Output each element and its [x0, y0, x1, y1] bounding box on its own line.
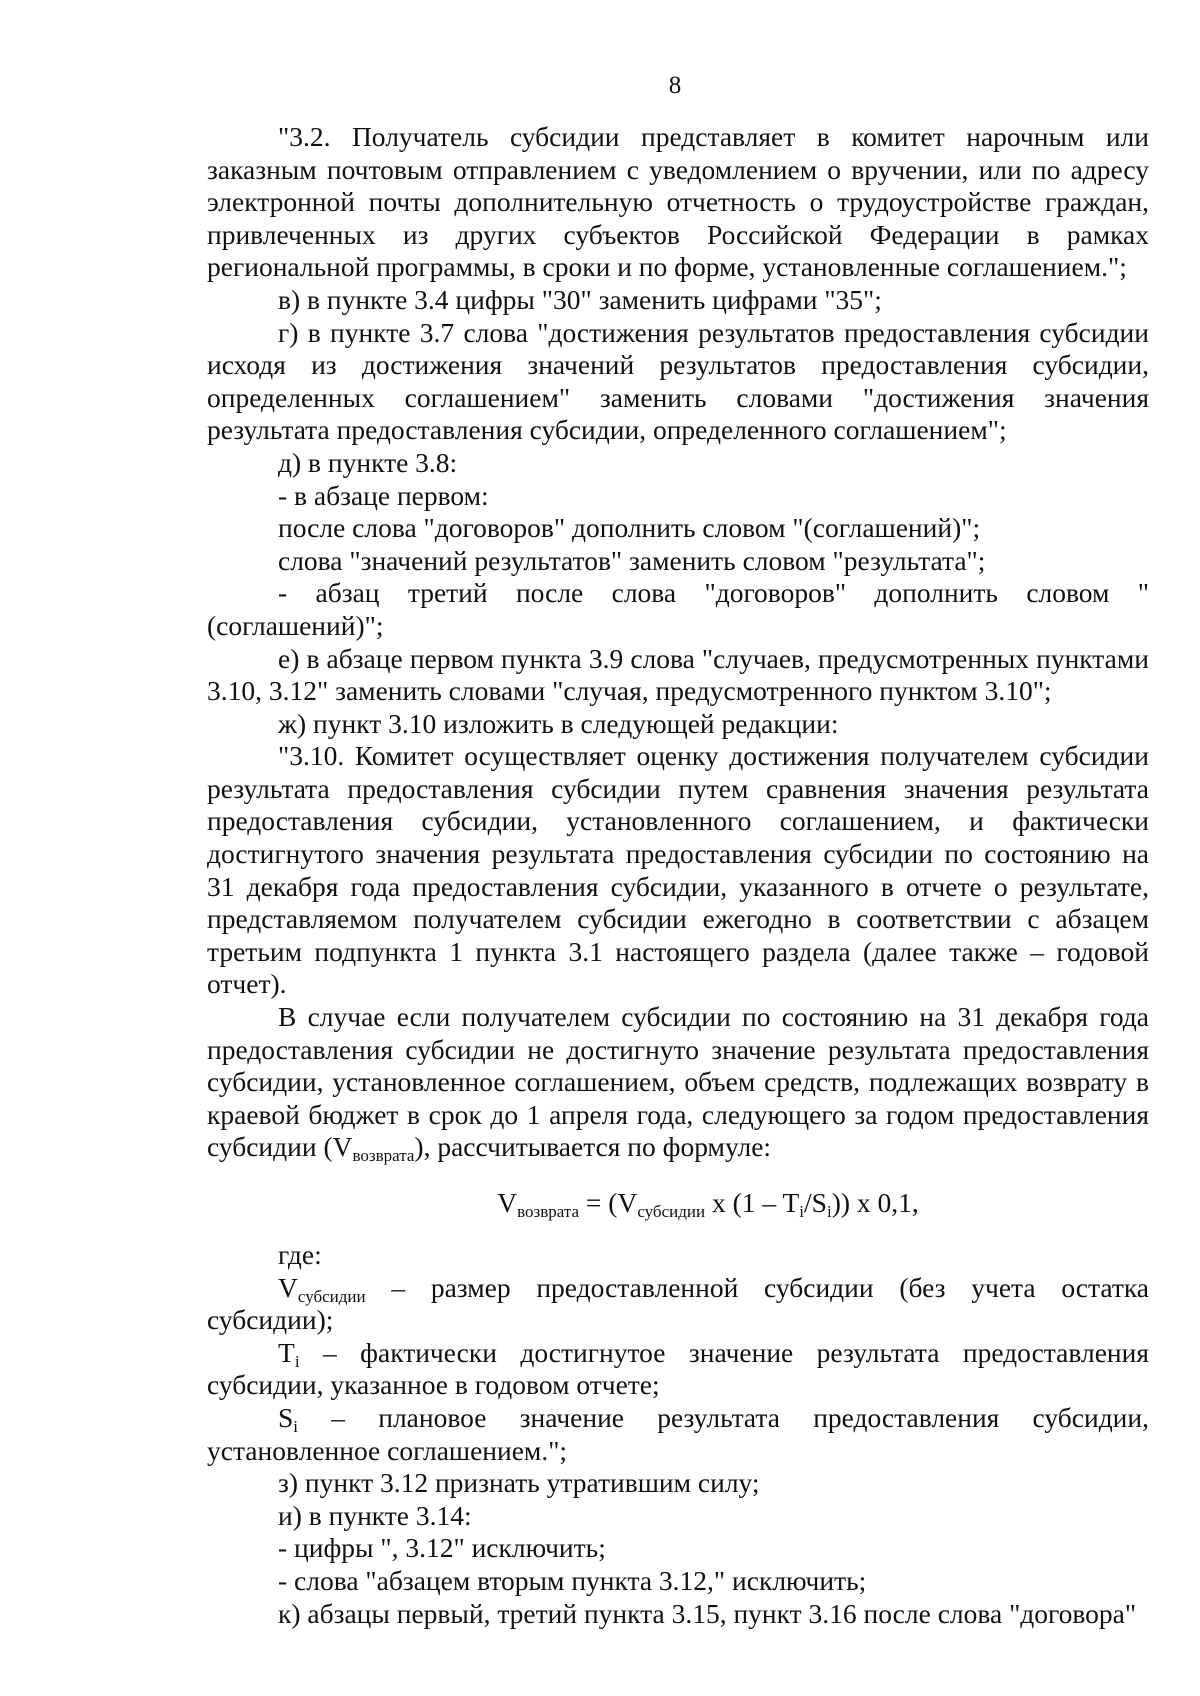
formula-part-1: = (V: [579, 1187, 638, 1218]
amendment-g: г) в пункте 3.7 слова "достижения результатов предоставления субсидии исходя из достижения значений результатов предоставления субсидии, определенных соглашением" заменить словами "достижения значения результата предоставления субсидии, определенного соглашением";: [207, 316, 1149, 446]
symbol-t-subscript: i: [294, 1351, 300, 1371]
symbol-v: V: [278, 1271, 298, 1303]
formula-sub-i-2: i: [826, 1202, 832, 1221]
amendment-d: д) в пункте 3.8:: [278, 446, 458, 478]
amendment-i-item-2: - слова "абзацем вторым пункта 3.12," исключить;: [278, 1564, 867, 1596]
symbol-t: T: [278, 1336, 295, 1368]
formula-slash-s: /S: [804, 1187, 827, 1218]
definition-v-text: – размер предоставленной субсидии (без учета остатка субсидии);: [207, 1271, 1149, 1336]
amendment-e: е) в абзаце первом пункта 3.9 слова "случаев, предусмотренных пунктами 3.10, 3.12" заменить словами "случая, предусмотренного пунктом 3.10";: [207, 642, 1149, 707]
formula-v: V: [497, 1187, 518, 1218]
amendment-k: к) абзацы первый, третий пункта 3.15, пункт 3.16 после слова "договора": [278, 1597, 1137, 1629]
amendment-i-item-1: - цифры ", 3.12" исключить;: [278, 1532, 606, 1564]
paragraph-3-10: "3.10. Комитет осуществляет оценку достижения получателем субсидии результата предоставления субсидии путем сравнения значения результата предоставления субсидии, установленного соглашением, и фактически достигнутого значения результата предоставления субсидии по состоянию на 31 декабря года предоставления субсидии, указанного в отчете о результате, представляемом получателем субсидии ежегодно в соответствии с абзацем третьим подпункта 1 пункта 3.1 настоящего раздела (далее также – годовой отчет).: [207, 740, 1149, 1000]
return-rule-text: В случае если получателем субсидии по состоянию на 31 декабря года предоставления субсидии не достигнуто значение результата предоставления субсидии, установленное соглашением, объем средств, подлежащих возврату в краевой бюджет в срок до 1 апреля года, следующего за годом предоставления субсидии (V: [207, 1001, 1149, 1163]
amendment-d-item-2: - абзац третий после слова "договоров" дополнить словом "(соглашений)";: [207, 577, 1149, 641]
definition-v-subsidii: [207, 1272, 1149, 1337]
paragraph-3-2: "3.2. Получатель субсидии представляет в комитет нарочным или заказным почтовым отправлением с уведомлением о вручении, или по адресу электронной почты дополнительную отчетность о трудоустройстве граждан, привлеченных из других субъектов Российской Федерации в рамках региональной программы, в сроки и по форме, установленные соглашением.";: [207, 121, 1149, 283]
amendment-d-item-1a: после слова "договоров" дополнить словом "(соглашений)";: [278, 512, 981, 544]
return-rule-tail: ), рассчитывается по формуле:: [414, 1131, 772, 1163]
paragraph-return-rule: [207, 1001, 1149, 1164]
return-formula: [207, 1187, 1149, 1219]
definition-t-i: [207, 1337, 1149, 1402]
document-body: [207, 121, 1149, 1630]
where-label: где:: [278, 1239, 322, 1270]
amendment-v: в) в пункте 3.4 цифры "30" заменить цифрами "35";: [278, 283, 882, 315]
return-rule-subscript: возврата: [352, 1146, 415, 1166]
formula-sub-i-1: i: [799, 1202, 805, 1221]
formula-part-3: )) x 0,1,: [831, 1187, 919, 1218]
formula-part-2: x (1 – T: [705, 1187, 800, 1218]
amendment-d-item-1b: слова "значений результатов" заменить словом "результата";: [278, 544, 986, 576]
page-number: 8: [668, 72, 682, 99]
definition-t-text: – фактически достигнутое значение результата предоставления субсидии, указанное в годовом отчете;: [207, 1336, 1149, 1401]
symbol-s: S: [278, 1401, 294, 1433]
definition-s-text: – плановое значение результата предоставления субсидии, установленное соглашением.";: [207, 1401, 1149, 1466]
amendment-d-item-1: - в абзаце первом:: [278, 479, 489, 511]
formula-sub-vozvrata: возврата: [517, 1202, 580, 1221]
amendment-zh: ж) пункт 3.10 изложить в следующей редакции:: [278, 707, 839, 739]
definition-s-i: [207, 1402, 1149, 1467]
symbol-v-subscript: субсидии: [297, 1286, 366, 1306]
symbol-s-subscript: i: [293, 1416, 299, 1436]
amendment-i: и) в пункте 3.14:: [278, 1499, 472, 1531]
amendment-z: з) пункт 3.12 признать утратившим силу;: [278, 1467, 760, 1499]
formula-sub-subsidii: субсидии: [637, 1202, 706, 1221]
